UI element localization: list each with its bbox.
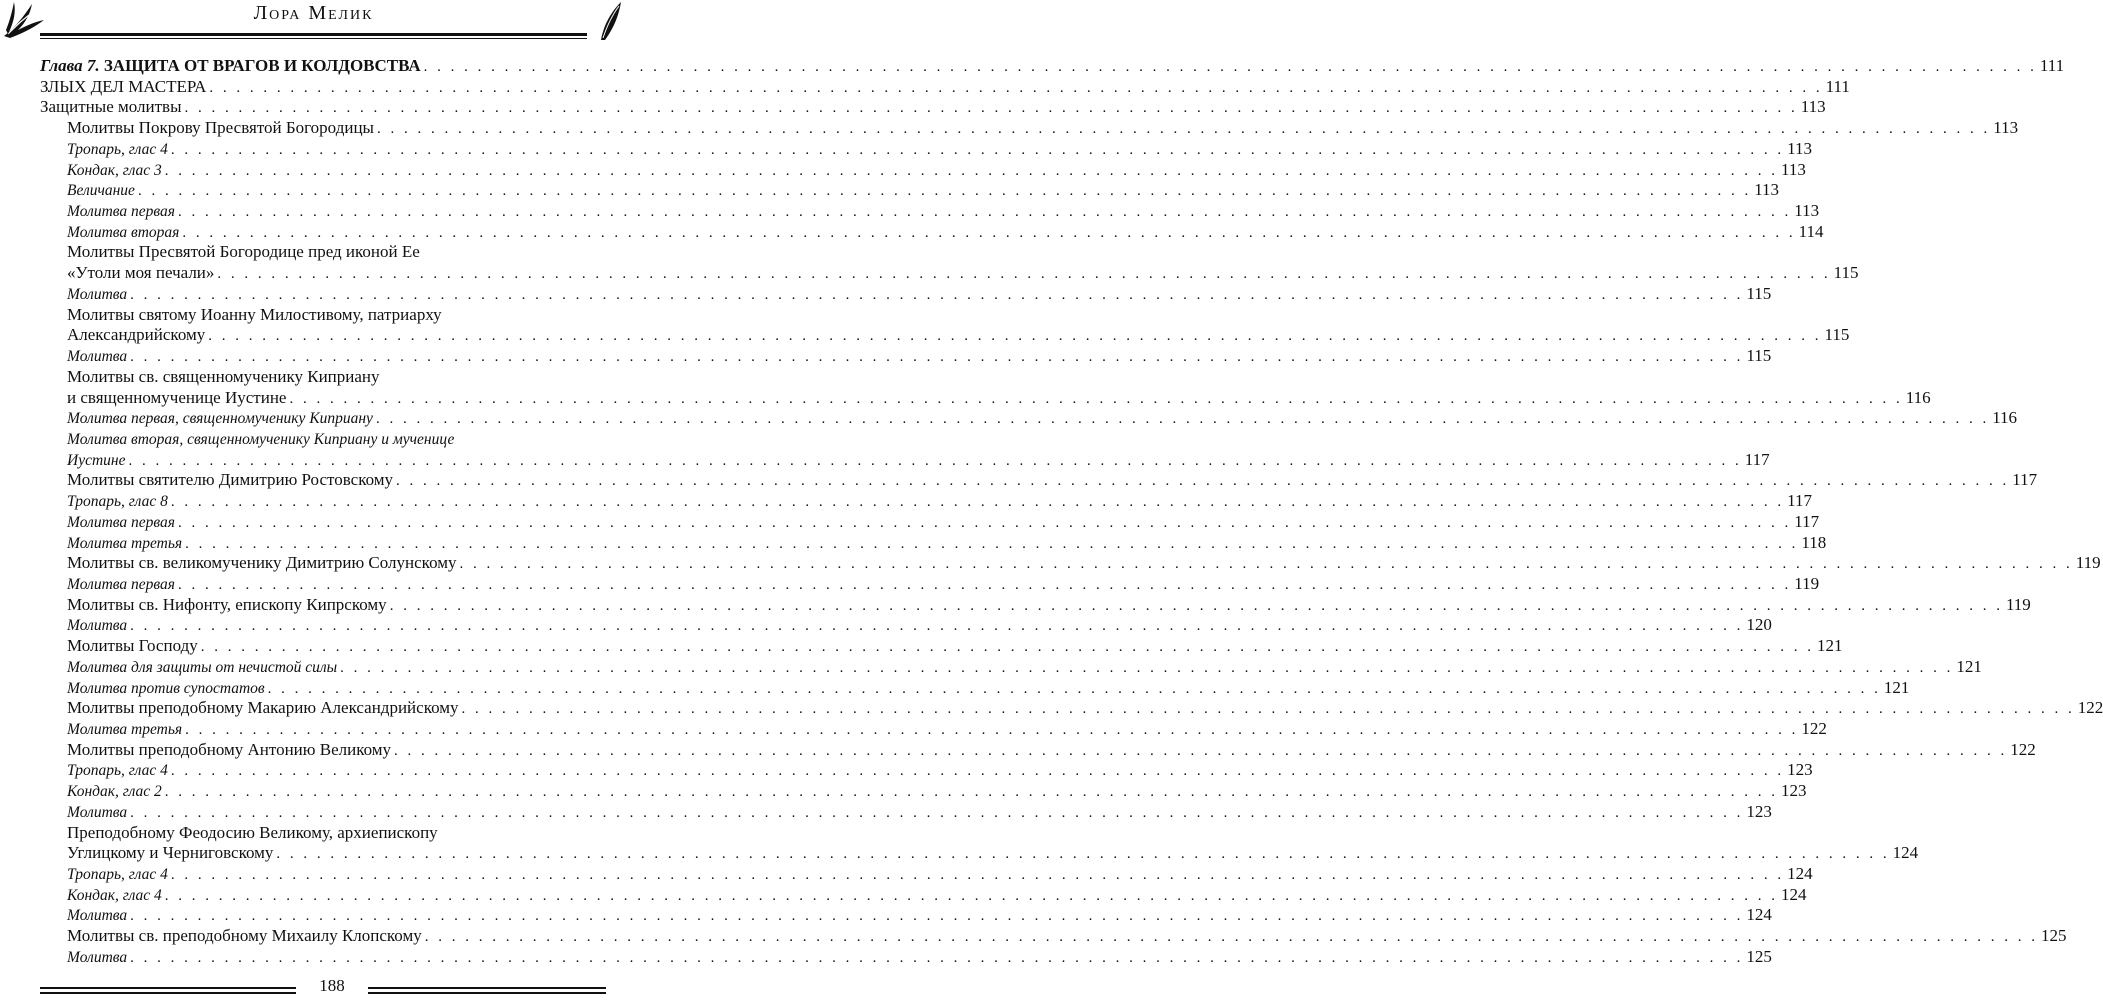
toc-entry bbox=[40, 367, 606, 388]
entry-page-number: 117 bbox=[1794, 511, 1820, 531]
dot-leader: . . . . . . . . . . . . . . . . . . . . . . . . . . . . . . . . . . . . . . . . . . . . . . . . . . . . . . . . . . . . . . . . . . . . . . . . . . . . . . . . . . . . . . . . . . . . . . . . . . . . . . . . . . . . . . . . . . . . . . . . bbox=[209, 79, 1823, 96]
entry-title: Углицкому и Черниговскому bbox=[67, 843, 274, 863]
dot-leader: . . . . . . . . . . . . . . . . . . . . . . . . . . . . . . . . . . . . . . . . . . . . . . . . . . . . . . . . . . . . . . . . . . . . . . . . . . . . . . . . . . . . . . . . . . . . . . . . . . . . . . . . . . . . . . . . . . . . . . . . bbox=[182, 224, 1796, 241]
dot-leader: . . . . . . . . . . . . . . . . . . . . . . . . . . . . . . . . . . . . . . . . . . . . . . . . . . . . . . . . . . . . . . . . . . . . . . . . . . . . . . . . . . . . . . . . . . . . . . . . . . . . . . . . . . . . . . . . . . . . . . . . bbox=[137, 183, 1752, 200]
dot-leader: . . . . . . . . . . . . . . . . . . . . . . . . . . . . . . . . . . . . . . . . . . . . . . . . . . . . . . . . . . . . . . . . . . . . . . . . . . . . . . . . . . . . . . . . . . . . . . . . . . . . . . . . . . . . . . . . . . . . . . . . bbox=[459, 556, 2073, 573]
toc-entry bbox=[40, 305, 606, 326]
page-number: 188 bbox=[319, 976, 345, 995]
dot-leader: . . . . . . . . . . . . . . . . . . . . . . . . . . . . . . . . . . . . . . . . . . . . . . . . . . . . . . . . . . . . . . . . . . . . . . . . . . . . . . . . . . . . . . . . . . . . . . . . . . . . . . . . . . . . . . . . . . . . . . . . bbox=[289, 390, 1903, 407]
dot-leader: . . . . . . . . . . . . . . . . . . . . . . . . . . . . . . . . . . . . . . . . . . . . . . . . . . . . . . . . . . . . . . . . . . . . . . . . . . . . . . . . . . . . . . . . . . . . . . . . . . . . . . . . . . . . . . . . . . . . . . . . bbox=[208, 328, 1822, 345]
toc-entry bbox=[40, 553, 2101, 574]
entry-page-number: 117 bbox=[1744, 449, 1770, 469]
dot-leader: . . . . . . . . . . . . . . . . . . . . . . . . . . . . . . . . . . . . . . . . . . . . . . . . . . . . . . . . . . . . . . . . . . . . . . . . . . . . . . . . . . . . . . . . . . . . . . . . . . . . . . . . . . . . . . . . . . . . . . . . bbox=[267, 680, 1881, 697]
entry-page-number: 125 bbox=[2041, 926, 2067, 946]
entry-page-number: 111 bbox=[2039, 56, 2065, 75]
entry-page-number: 122 bbox=[1801, 719, 1827, 738]
dot-leader: . . . . . . . . . . . . . . . . . . . . . . . . . . . . . . . . . . . . . . . . . . . . . . . . . . . . . . . . . . . . . . . . . . . . . . . . . . . . . . . . . . . . . . . . . . . . . . . . . . . . . . . . . . . . . . . . . . . . . . . . bbox=[170, 763, 1785, 780]
entry-page-number: 113 bbox=[1787, 138, 1812, 158]
toc-entry bbox=[40, 615, 1772, 636]
entry-page-number: 124 bbox=[1787, 864, 1813, 884]
toc-entry bbox=[40, 180, 1780, 201]
dot-leader: . . . . . . . . . . . . . . . . . . . . . . . . . . . . . . . . . . . . . . . . . . . . . . . . . . . . . . . . . . . . . . . . . . . . . . . . . . . . . . . . . . . . . . . . . . . . . . . . . . . . . . . . . . . . . . . . . . . . . . . . bbox=[217, 266, 1831, 283]
entry-title: Молитвы Господу bbox=[67, 636, 198, 656]
dot-leader: . . . . . . . . . . . . . . . . . . . . . . . . . . . . . . . . . . . . . . . . . . . . . . . . . . . . . . . . . . . . . . . . . . . . . . . . . . . . . . . . . . . . . . . . . . . . . . . . . . . . . . . . . . . . . . . . . . . . . . . . bbox=[170, 141, 1785, 158]
entry-page-number: 122 bbox=[2010, 739, 2036, 759]
toc-entry bbox=[40, 429, 606, 450]
entry-page-number: 124 bbox=[1781, 884, 1807, 904]
toc-entry bbox=[40, 325, 1850, 346]
entry-title: Молитва первая, священномученику Киприану bbox=[67, 410, 373, 428]
entry-page-number: 119 bbox=[1794, 573, 1820, 593]
entry-title: Тропарь, глас 4 bbox=[67, 762, 168, 780]
toc-entry bbox=[40, 843, 1919, 864]
toc-entry bbox=[40, 781, 1807, 802]
dot-leader: . . . . . . . . . . . . . . . . . . . . . . . . . . . . . . . . . . . . . . . . . . . . . . . . . . . . . . . . . . . . . . . . . . . . . . . . . . . . . . . . . . . . . . . . . . . . . . . . . . . . . . . . . . . . . . . . . . . . . . . . bbox=[340, 659, 1954, 676]
dot-leader: . . . . . . . . . . . . . . . . . . . . . . . . . . . . . . . . . . . . . . . . . . . . . . . . . . . . . . . . . . . . . . . . . . . . . . . . . . . . . . . . . . . . . . . . . . . . . . . . . . . . . . . . . . . . . . . . . . . . . . . . bbox=[375, 411, 1990, 428]
page-footer bbox=[0, 978, 627, 1000]
dot-leader: . . . . . . . . . . . . . . . . . . . . . . . . . . . . . . . . . . . . . . . . . . . . . . . . . . . . . . . . . . . . . . . . . . . . . . . . . . . . . . . . . . . . . . . . . . . . . . . . . . . . . . . . . . . . . . . . . . . . . . . . bbox=[185, 535, 1799, 552]
dot-leader: . . . . . . . . . . . . . . . . . . . . . . . . . . . . . . . . . . . . . . . . . . . . . . . . . . . . . . . . . . . . . . . . . . . . . . . . . . . . . . . . . . . . . . . . . . . . . . . . . . . . . . . . . . . . . . . . . . . . . . . . bbox=[461, 701, 2075, 718]
entry-page-number: 115 bbox=[1833, 263, 1859, 283]
entry-page-number: 121 bbox=[1956, 656, 1982, 676]
dot-leader: . . . . . . . . . . . . . . . . . . . . . . . . . . . . . . . . . . . . . . . . . . . . . . . . . . . . . . . . . . . . . . . . . . . . . . . . . . . . . . . . . . . . . . . . . . . . . . . . . . . . . . . . . . . . . . . . . . . . . . . . bbox=[170, 867, 1785, 884]
toc-entry bbox=[40, 283, 1772, 305]
dot-leader: . . . . . . . . . . . . . . . . . . . . . . . . . . . . . . . . . . . . . . . . . . . . . . . . . . . . . . . . . . . . . . . . . . . . . . . . . . . . . . . . . . . . . . . . . . . . . . . . . . . . . . . . . . . . . . . . . . . . . . . . bbox=[177, 204, 1792, 221]
entry-title: Молитва против супостатов bbox=[67, 679, 265, 697]
entry-title: Величание bbox=[67, 182, 135, 200]
entry-page-number: 122 bbox=[2077, 698, 2103, 718]
toc-entry bbox=[40, 656, 1982, 678]
entry-page-number: 123 bbox=[1746, 801, 1772, 821]
toc-entry bbox=[40, 387, 1931, 409]
toc-entry bbox=[40, 823, 606, 844]
chapter-title: ЗАЩИТА ОТ ВРАГОВ И КОЛДОВСТВА bbox=[103, 56, 421, 75]
entry-title: Молитва bbox=[67, 907, 128, 925]
toc-entry bbox=[40, 449, 1770, 471]
toc-entry bbox=[40, 801, 1772, 823]
toc-entry bbox=[40, 159, 1806, 181]
entry-title: ЗЛЫХ ДЕЛ МАСТЕРА bbox=[40, 76, 207, 96]
feather-ornament-icon bbox=[597, 0, 623, 42]
dot-leader: . . . . . . . . . . . . . . . . . . . . . . . . . . . . . . . . . . . . . . . . . . . . . . . . . . . . . . . . . . . . . . . . . . . . . . . . . . . . . . . . . . . . . . . . . . . . . . . . . . . . . . . . . . . . . . . . . . . . . . . . bbox=[394, 742, 2008, 759]
dot-leader: . . . . . . . . . . . . . . . . . . . . . . . . . . . . . . . . . . . . . . . . . . . . . . . . . . . . . . . . . . . . . . . . . . . . . . . . . . . . . . . . . . . . . . . . . . . . . . . . . . . . . . . . . . . . . . . . . . . . . . . . bbox=[276, 846, 1890, 863]
dot-leader: . . . . . . . . . . . . . . . . . . . . . . . . . . . . . . . . . . . . . . . . . . . . . . . . . . . . . . . . . . . . . . . . . . . . . . . . . . . . . . . . . . . . . . . . . . . . . . . . . . . . . . . . . . . . . . . . . . . . . . . . bbox=[130, 349, 1744, 366]
toc-entry bbox=[40, 594, 2031, 616]
entry-page-number: 120 bbox=[1746, 615, 1772, 635]
entry-page-number: 115 bbox=[1824, 325, 1850, 345]
toc-entry bbox=[40, 491, 1812, 512]
dot-leader: . . . . . . . . . . . . . . . . . . . . . . . . . . . . . . . . . . . . . . . . . . . . . . . . . . . . . . . . . . . . . . . . . . . . . . . . . . . . . . . . . . . . . . . . . . . . . . . . . . . . . . . . . . . . . . . . . . . . . . . . bbox=[128, 452, 1742, 469]
dot-leader: . . . . . . . . . . . . . . . . . . . . . . . . . . . . . . . . . . . . . . . . . . . . . . . . . . . . . . . . . . . . . . . . . . . . . . . . . . . . . . . . . . . . . . . . . . . . . . . . . . . . . . . . . . . . . . . . . . . . . . . . bbox=[164, 887, 1779, 904]
toc-entry bbox=[40, 408, 2018, 429]
entry-page-number: 113 bbox=[1781, 159, 1806, 179]
entry-page-number: 113 bbox=[1993, 118, 2019, 138]
dot-leader: . . . . . . . . . . . . . . . . . . . . . . . . . . . . . . . . . . . . . . . . . . . . . . . . . . . . . . . . . . . . . . . . . . . . . . . . . . . . . . . . . . . . . . . . . . . . . . . . . . . . . . . . . . . . . . . . . . . . . . . . bbox=[164, 162, 1779, 179]
entry-page-number: 121 bbox=[1817, 636, 1843, 656]
entry-title: Молитва вторая bbox=[67, 223, 180, 241]
dot-leader: . . . . . . . . . . . . . . . . . . . . . . . . . . . . . . . . . . . . . . . . . . . . . . . . . . . . . . . . . . . . . . . . . . . . . . . . . . . . . . . . . . . . . . . . . . . . . . . . . . . . . . . . . . . . . . . . . . . . . . . . bbox=[185, 722, 1799, 738]
entry-title: Молитва первая bbox=[67, 513, 175, 531]
entry-title: Тропарь, глас 8 bbox=[67, 493, 168, 511]
toc-entry bbox=[40, 97, 1826, 118]
entry-title: Кондак, глас 4 bbox=[67, 886, 162, 904]
footer-rule-left bbox=[40, 987, 296, 994]
toc-entry bbox=[40, 864, 1813, 885]
entry-title: Александрийскому bbox=[67, 325, 206, 345]
dot-leader: . . . . . . . . . . . . . . . . . . . . . . . . . . . . . . . . . . . . . . . . . . . . . . . . . . . . . . . . . . . . . . . . . . . . . . . . . . . . . . . . . . . . . . . . . . . . . . . . . . . . . . . . . . . . . . . . . . . . . . . . bbox=[376, 121, 1991, 138]
entry-page-number: 116 bbox=[1905, 387, 1931, 407]
entry-title: Молитва третья bbox=[67, 721, 183, 738]
toc-entry bbox=[40, 201, 1820, 222]
running-head-title: Лора Мелик bbox=[253, 2, 374, 24]
toc-entry bbox=[40, 760, 1813, 781]
toc-entry bbox=[40, 698, 2103, 719]
entry-title: Молитвы Пресвятой Богородице пред иконой Ее bbox=[67, 242, 420, 262]
dot-leader: . . . . . . . . . . . . . . . . . . . . . . . . . . . . . . . . . . . . . . . . . . . . . . . . . . . . . . . . . . . . . . . . . . . . . . . . . . . . . . . . . . . . . . . . . . . . . . . . . . . . . . . . . . . . . . . . . . . . . . . . bbox=[164, 784, 1779, 801]
entry-title: Молитвы св. священномученику Киприану bbox=[67, 366, 380, 386]
entry-title: Молитвы святителю Димитрию Ростовскому bbox=[67, 470, 394, 490]
entry-title: «Утоли моя печали» bbox=[67, 263, 215, 283]
entry-title: Молитвы преподобному Антонию Великому bbox=[67, 739, 392, 759]
entry-title: Тропарь, глас 4 bbox=[67, 866, 168, 884]
page-header bbox=[0, 0, 627, 52]
entry-title: Молитвы преподобному Макарию Александрийскому bbox=[67, 698, 459, 718]
entry-page-number: 115 bbox=[1746, 346, 1772, 366]
toc-entry bbox=[40, 56, 2065, 77]
entry-page-number: 117 bbox=[2012, 470, 2038, 490]
entry-page-number: 114 bbox=[1798, 221, 1824, 241]
header-rule bbox=[40, 33, 587, 39]
toc-entry bbox=[40, 532, 1827, 554]
dot-leader: . . . . . . . . . . . . . . . . . . . . . . . . . . . . . . . . . . . . . . . . . . . . . . . . . . . . . . . . . . . . . . . . . . . . . . . . . . . . . . . . . . . . . . . . . . . . . . . . . . . . . . . . . . . . . . . . . . . . . . . . bbox=[130, 618, 1744, 635]
entry-page-number: 111 bbox=[1825, 76, 1850, 96]
toc-entry bbox=[40, 138, 1812, 160]
entry-title: Кондак, глас 3 bbox=[67, 161, 162, 179]
entry-title: Молитвы св. Нифонту, епископу Кипрскому bbox=[67, 594, 387, 614]
entry-page-number: 118 bbox=[1801, 532, 1827, 552]
entry-page-number: 113 bbox=[1800, 97, 1826, 117]
dot-leader: . . . . . . . . . . . . . . . . . . . . . . . . . . . . . . . . . . . . . . . . . . . . . . . . . . . . . . . . . . . . . . . . . . . . . . . . . . . . . . . . . . . . . . . . . . . . . . . . . . . . . . . . . . . . . . . . . . . . . . . . bbox=[130, 286, 1744, 303]
entry-title: Молитва bbox=[67, 948, 128, 966]
entry-title: Молитвы св. преподобному Михаилу Клопскому bbox=[67, 926, 422, 946]
entry-title: и священномученице Иустине bbox=[67, 387, 287, 407]
entry-title: Молитвы св. великомученику Димитрию Солунскому bbox=[67, 553, 457, 573]
entry-page-number: 123 bbox=[1787, 760, 1813, 780]
toc-entry bbox=[40, 573, 1820, 595]
entry-page-number: 119 bbox=[2075, 553, 2101, 573]
toc-entry bbox=[40, 76, 1850, 98]
entry-page-number: 124 bbox=[1746, 905, 1772, 925]
dot-leader: . . . . . . . . . . . . . . . . . . . . . . . . . . . . . . . . . . . . . . . . . . . . . . . . . . . . . . . . . . . . . . . . . . . . . . . . . . . . . . . . . . . . . . . . . . . . . . . . . . . . . . . . . . . . . . . . . . . . . . . . bbox=[177, 576, 1792, 593]
toc-entry bbox=[40, 511, 1820, 533]
entry-page-number: 119 bbox=[2005, 594, 2031, 614]
table-of-contents bbox=[40, 56, 2103, 968]
entry-title: Молитва bbox=[67, 285, 128, 303]
toc-entry bbox=[40, 346, 1772, 367]
entry-title: Молитвы Покрову Пресвятой Богородицы bbox=[67, 118, 374, 138]
entry-title: Молитва bbox=[67, 348, 128, 366]
dot-leader: . . . . . . . . . . . . . . . . . . . . . . . . . . . . . . . . . . . . . . . . . . . . . . . . . . . . . . . . . . . . . . . . . . . . . . . . . . . . . . . . . . . . . . . . . . . . . . . . . . . . . . . . . . . . . . . . . . . . . . . . bbox=[170, 494, 1785, 511]
toc-entry bbox=[40, 946, 1772, 968]
toc-entry bbox=[40, 470, 2038, 491]
dot-leader: . . . . . . . . . . . . . . . . . . . . . . . . . . . . . . . . . . . . . . . . . . . . . . . . . . . . . . . . . . . . . . . . . . . . . . . . . . . . . . . . . . . . . . . . . . . . . . . . . . . . . . . . . . . . . . . . . . . . . . . . bbox=[423, 59, 2037, 75]
toc-entry bbox=[40, 263, 1859, 284]
entry-title: Молитва вторая, священномученику Киприану и мученице bbox=[67, 430, 455, 448]
toc-entry bbox=[40, 677, 1910, 699]
dot-leader: . . . . . . . . . . . . . . . . . . . . . . . . . . . . . . . . . . . . . . . . . . . . . . . . . . . . . . . . . . . . . . . . . . . . . . . . . . . . . . . . . . . . . . . . . . . . . . . . . . . . . . . . . . . . . . . . . . . . . . . . bbox=[177, 514, 1792, 531]
dot-leader: . . . . . . . . . . . . . . . . . . . . . . . . . . . . . . . . . . . . . . . . . . . . . . . . . . . . . . . . . . . . . . . . . . . . . . . . . . . . . . . . . . . . . . . . . . . . . . . . . . . . . . . . . . . . . . . . . . . . . . . . bbox=[396, 473, 2010, 490]
entry-page-number: 121 bbox=[1883, 677, 1910, 697]
entry-title: Молитва первая bbox=[67, 203, 175, 221]
toc-entry bbox=[40, 719, 1827, 740]
entry-page-number: 115 bbox=[1746, 283, 1772, 303]
toc-entry bbox=[40, 118, 2019, 139]
entry-page-number: 123 bbox=[1781, 781, 1807, 801]
entry-title: Защитные молитвы bbox=[40, 97, 182, 117]
dot-leader: . . . . . . . . . . . . . . . . . . . . . . . . . . . . . . . . . . . . . . . . . . . . . . . . . . . . . . . . . . . . . . . . . . . . . . . . . . . . . . . . . . . . . . . . . . . . . . . . . . . . . . . . . . . . . . . . . . . . . . . . bbox=[200, 639, 1814, 656]
entry-title: Молитва bbox=[67, 617, 128, 635]
dot-leader: . . . . . . . . . . . . . . . . . . . . . . . . . . . . . . . . . . . . . . . . . . . . . . . . . . . . . . . . . . . . . . . . . . . . . . . . . . . . . . . . . . . . . . . . . . . . . . . . . . . . . . . . . . . . . . . . . . . . . . . . bbox=[424, 929, 2038, 946]
chapter-heading bbox=[40, 56, 421, 77]
dot-leader: . . . . . . . . . . . . . . . . . . . . . . . . . . . . . . . . . . . . . . . . . . . . . . . . . . . . . . . . . . . . . . . . . . . . . . . . . . . . . . . . . . . . . . . . . . . . . . . . . . . . . . . . . . . . . . . . . . . . . . . . bbox=[130, 908, 1744, 925]
entry-page-number: 113 bbox=[1794, 201, 1820, 221]
chapter-label: Глава 7. bbox=[40, 56, 100, 75]
toc-entry bbox=[40, 926, 2067, 947]
entry-title: Молитва третья bbox=[67, 534, 183, 552]
entry-title: Молитвы святому Иоанну Милостивому, патриарху bbox=[67, 304, 442, 324]
toc-entry bbox=[40, 739, 2036, 761]
entry-title: Иустине bbox=[67, 451, 126, 469]
footer-rule-right bbox=[368, 987, 606, 994]
dot-leader: . . . . . . . . . . . . . . . . . . . . . . . . . . . . . . . . . . . . . . . . . . . . . . . . . . . . . . . . . . . . . . . . . . . . . . . . . . . . . . . . . . . . . . . . . . . . . . . . . . . . . . . . . . . . . . . . . . . . . . . . bbox=[130, 804, 1744, 821]
dot-leader: . . . . . . . . . . . . . . . . . . . . . . . . . . . . . . . . . . . . . . . . . . . . . . . . . . . . . . . . . . . . . . . . . . . . . . . . . . . . . . . . . . . . . . . . . . . . . . . . . . . . . . . . . . . . . . . . . . . . . . . . bbox=[184, 100, 1798, 117]
entry-page-number: 117 bbox=[1787, 491, 1812, 511]
entry-title: Кондак, глас 2 bbox=[67, 783, 162, 801]
dot-leader: . . . . . . . . . . . . . . . . . . . . . . . . . . . . . . . . . . . . . . . . . . . . . . . . . . . . . . . . . . . . . . . . . . . . . . . . . . . . . . . . . . . . . . . . . . . . . . . . . . . . . . . . . . . . . . . . . . . . . . . . bbox=[130, 949, 1744, 966]
toc-entry bbox=[40, 636, 1843, 657]
entry-title: Молитва для защиты от нечистой силы bbox=[67, 658, 338, 676]
toc-entry bbox=[40, 905, 1772, 926]
entry-title: Молитва первая bbox=[67, 575, 175, 593]
entry-title: Тропарь, глас 4 bbox=[67, 140, 168, 158]
entry-title: Молитва bbox=[67, 803, 128, 821]
toc-entry bbox=[40, 884, 1807, 906]
entry-title: Преподобному Феодосию Великому, архиепископу bbox=[67, 822, 438, 842]
toc-entry bbox=[40, 242, 606, 263]
entry-page-number: 124 bbox=[1892, 843, 1919, 863]
toc-entry bbox=[40, 221, 1824, 243]
entry-page-number: 116 bbox=[1992, 408, 2018, 428]
entry-page-number: 113 bbox=[1754, 180, 1780, 200]
entry-page-number: 125 bbox=[1746, 946, 1772, 966]
dot-leader: . . . . . . . . . . . . . . . . . . . . . . . . . . . . . . . . . . . . . . . . . . . . . . . . . . . . . . . . . . . . . . . . . . . . . . . . . . . . . . . . . . . . . . . . . . . . . . . . . . . . . . . . . . . . . . . . . . . . . . . . bbox=[389, 597, 2003, 614]
